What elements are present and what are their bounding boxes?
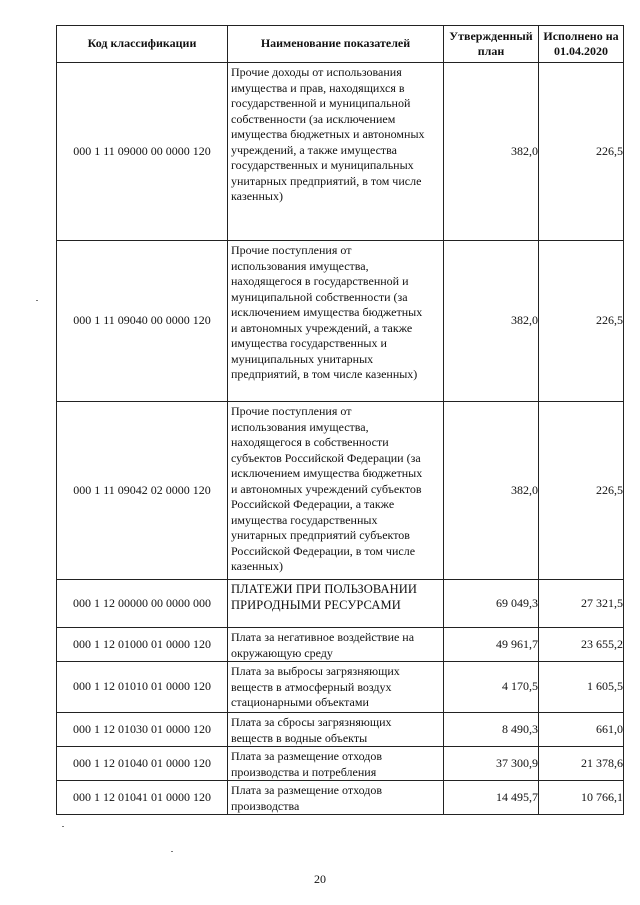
name-line: учреждений, а также имущества — [231, 142, 397, 157]
table-row — [57, 241, 624, 402]
name-line: ПРИРОДНЫМИ РЕСУРСАМИ — [231, 597, 401, 612]
row-done: 226,5 — [539, 402, 624, 580]
table-row — [57, 63, 624, 241]
table-row — [57, 662, 624, 713]
name-line: производства и потребления — [231, 764, 377, 779]
budget-table — [56, 25, 624, 815]
header-name: Наименование показателей — [228, 26, 444, 63]
row-plan: 14 495,7 — [444, 781, 539, 815]
name-line: имущества бюджетных и автономных — [231, 127, 425, 141]
name-line: государственных и муниципальных — [231, 158, 414, 172]
row-plan: 382,0 — [444, 402, 539, 580]
table-row — [57, 747, 624, 781]
row-plan: 4 170,5 — [444, 662, 539, 713]
name-line: Прочие доходы от использования — [231, 65, 402, 79]
row-done: 21 378,6 — [539, 747, 624, 781]
row-code: 000 1 12 00000 00 0000 000 — [57, 580, 228, 628]
scan-speck — [36, 300, 38, 301]
header-plan: Утвержденный план — [444, 26, 539, 63]
name-line: и автономных учреждений, а также — [231, 320, 413, 335]
table-row — [57, 713, 624, 747]
scan-speck — [171, 851, 173, 852]
name-line: стационарными объектами — [231, 695, 369, 709]
row-plan: 37 300,9 — [444, 747, 539, 781]
name-line: казенных) — [231, 559, 283, 573]
name-line: находящегося в государственной и — [231, 274, 409, 288]
name-line: Плата за сбросы загрязняющих — [231, 715, 392, 729]
name-line: субъектов Российской Федерации (за — [231, 450, 421, 465]
row-name — [228, 747, 444, 781]
name-line: Прочие поступления от — [231, 404, 352, 418]
name-line: Прочие поступления от — [231, 243, 352, 257]
name-line: исключением имущества бюджетных — [231, 305, 423, 319]
name-line: веществ в водные объекты — [231, 730, 368, 745]
name-line: Плата за размещение отходов — [231, 783, 383, 797]
row-plan: 382,0 — [444, 63, 539, 241]
name-line: окружающую среду — [231, 645, 333, 660]
row-code: 000 1 12 01000 01 0000 120 — [57, 628, 228, 662]
name-line: производства — [231, 798, 300, 813]
name-line: и автономных учреждений субъектов — [231, 481, 422, 496]
row-name — [228, 402, 444, 580]
name-line: имущества государственных — [231, 512, 378, 527]
row-name — [228, 713, 444, 747]
row-code: 000 1 12 01010 01 0000 120 — [57, 662, 228, 713]
row-done: 661,0 — [539, 713, 624, 747]
name-line: использования имущества, — [231, 258, 369, 273]
row-name — [228, 781, 444, 815]
name-line: муниципальной собственности (за — [231, 289, 408, 304]
table-row — [57, 402, 624, 580]
row-code: 000 1 12 01030 01 0000 120 — [57, 713, 228, 747]
name-line: имущества и прав, находящихся в — [231, 80, 405, 95]
row-plan: 382,0 — [444, 241, 539, 402]
row-plan: 69 049,3 — [444, 580, 539, 628]
name-line: Плата за негативное воздействие на — [231, 630, 415, 644]
header-code: Код классификации — [57, 26, 228, 63]
row-done: 226,5 — [539, 241, 624, 402]
name-line: предприятий, в том числе казенных) — [231, 367, 418, 381]
row-name — [228, 662, 444, 713]
name-line: унитарных предприятий субъектов — [231, 528, 410, 542]
row-done: 226,5 — [539, 63, 624, 241]
row-name — [228, 628, 444, 662]
name-line: находящегося в собственности — [231, 435, 389, 449]
name-line: муниципальных унитарных — [231, 351, 374, 366]
row-name — [228, 63, 444, 241]
name-line: исключением имущества бюджетных — [231, 466, 423, 480]
table-row — [57, 781, 624, 815]
row-code: 000 1 11 09000 00 0000 120 — [57, 63, 228, 241]
row-plan: 49 961,7 — [444, 628, 539, 662]
row-name — [228, 241, 444, 402]
name-line: ПЛАТЕЖИ ПРИ ПОЛЬЗОВАНИИ — [231, 582, 418, 596]
table-row — [57, 580, 624, 628]
row-done: 23 655,2 — [539, 628, 624, 662]
row-done: 1 605,5 — [539, 662, 624, 713]
name-line: Российской Федерации, в том числе — [231, 543, 416, 558]
name-line: унитарных предприятий, в том числе — [231, 173, 422, 188]
row-code: 000 1 12 01041 01 0000 120 — [57, 781, 228, 815]
name-line: Плата за выбросы загрязняющих — [231, 664, 400, 678]
table-row — [57, 628, 624, 662]
name-line: государственной и муниципальной — [231, 96, 411, 110]
table-header-row — [57, 26, 624, 63]
name-line: использования имущества, — [231, 419, 369, 434]
scan-speck — [62, 826, 64, 827]
row-code: 000 1 12 01040 01 0000 120 — [57, 747, 228, 781]
page-number: 20 — [314, 872, 326, 886]
row-done: 10 766,1 — [539, 781, 624, 815]
row-name — [228, 580, 444, 628]
name-line: Плата за размещение отходов — [231, 749, 383, 763]
name-line: веществ в атмосферный воздух — [231, 679, 392, 694]
name-line: имущества государственных и — [231, 336, 387, 350]
name-line: казенных) — [231, 189, 283, 203]
header-done: Исполнено на 01.04.2020 — [539, 26, 624, 63]
row-done: 27 321,5 — [539, 580, 624, 628]
row-code: 000 1 11 09040 00 0000 120 — [57, 241, 228, 402]
row-plan: 8 490,3 — [444, 713, 539, 747]
row-code: 000 1 11 09042 02 0000 120 — [57, 402, 228, 580]
name-line: собственности (за исключением — [231, 111, 396, 126]
name-line: Российской Федерации, а также — [231, 497, 395, 511]
